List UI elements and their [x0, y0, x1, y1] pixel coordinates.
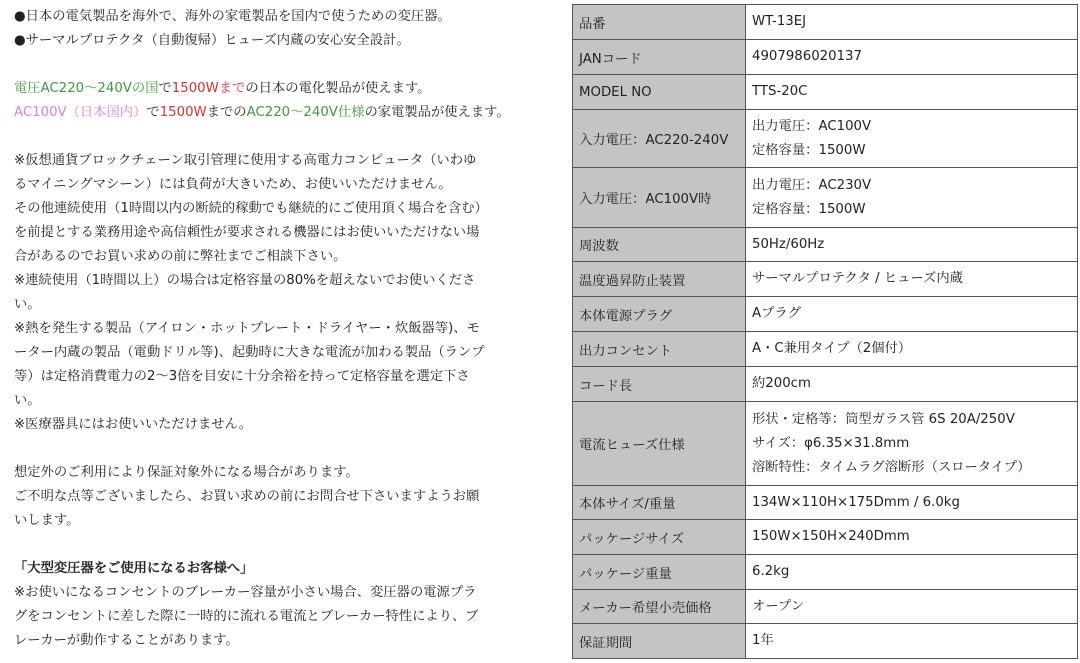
spec-value-line: 50Hz/60Hz [752, 236, 825, 252]
spec-row [573, 75, 1078, 110]
spec-label: 品番 [573, 5, 746, 40]
spec-label: 本体電源プラグ [573, 297, 746, 332]
text-line: 想定外のご利用により保証対象外になる場合があります。 [14, 465, 359, 480]
spec-value [746, 486, 1078, 520]
spec-value-line: 134W×110H×175Dmm / 6.0kg [752, 494, 960, 510]
spec-row [573, 5, 1078, 40]
spec-row [573, 332, 1078, 367]
spec-row [573, 40, 1078, 75]
spec-value-line: 4907986020137 [752, 49, 862, 64]
spec-value-line: TTS-20C [752, 84, 808, 99]
spec-value-line: サーマルプロテクタ / ヒューズ内蔵 [752, 271, 963, 286]
spec-label: 出力コンセント [573, 332, 746, 367]
spec-value [746, 590, 1078, 624]
large-transformer-notes [14, 581, 544, 653]
spec-row [573, 520, 1078, 555]
spec-value [746, 110, 1078, 168]
spec-label: JANコード [573, 40, 746, 75]
text-line: 等）は定格消費電力の2～3倍を目安に十分余裕を持って定格容量を選定下さ [14, 369, 470, 384]
spec-label: メーカー希望小売価格 [573, 590, 746, 624]
spec-value-line: 溶断特性：タイムラグ溶断形（スロータイプ） [752, 459, 1031, 475]
spec-label: 入力電圧：AC100V時 [573, 168, 746, 228]
spec-value [746, 228, 1078, 262]
text-line: い。 [14, 297, 41, 312]
description [14, 5, 544, 653]
spec-row [573, 486, 1078, 520]
spec-label: 本体サイズ/重量 [573, 486, 746, 520]
spec-label: 電流ヒューズ仕様 [573, 402, 746, 486]
caution-notes [14, 149, 544, 437]
spec-label: 入力電圧：AC220-240V [573, 110, 746, 168]
spec-row [573, 110, 1078, 168]
usage-line-abroad [14, 77, 544, 101]
spec-row [573, 555, 1078, 590]
text-line: その他連続使用（1時間以内の断続的稼動でも継続的にご使用頂く場合を含む） [14, 201, 488, 216]
spec-value-line: 定格容量：1500W [752, 201, 866, 217]
text-line: ※連続使用（1時間以上）の場合は定格容量の80%を超えないでお使いくださ [14, 273, 476, 288]
spec-value [746, 40, 1078, 75]
spec-value [746, 168, 1078, 228]
spec-row [573, 590, 1078, 624]
text-line: 合があるのでお買い求めの前に弊社までご相談下さい。 [14, 249, 347, 264]
spec-row [573, 624, 1078, 659]
text: で [158, 81, 172, 96]
spec-value-line: 形状・定格等：筒型ガラス管 6S 20A/250V [752, 411, 1015, 427]
spec-value [746, 262, 1078, 297]
spec-label: パッケージサイズ [573, 520, 746, 555]
spec-value-line: 定格容量：1500W [752, 142, 866, 158]
text-pink: AC100V（日本国内） [14, 105, 147, 120]
text: の日本の電化製品が使えます。 [245, 81, 431, 96]
spec-value [746, 402, 1078, 486]
text-line: レーカーが動作することがあります。 [14, 633, 239, 648]
spec-label: 周波数 [573, 228, 746, 262]
spec-value [746, 624, 1078, 659]
spec-value-line: Aプラグ [752, 306, 801, 321]
spec-value-line: 1年 [752, 633, 774, 648]
text-green: 電圧AC220～240Vの国 [14, 81, 159, 96]
spec-table [572, 4, 1078, 659]
warranty-notes [14, 461, 544, 533]
text-line: い。 [14, 393, 41, 408]
spec-value-line: 出力電圧：AC100V [752, 118, 872, 134]
feature-bullet: ●サーマルプロテクタ（自動復帰）ヒューズ内蔵の安心安全設計。 [14, 33, 410, 48]
text-line: グをコンセントに差した際に一時的に流れる電流とブレーカー特性により、ブ [14, 609, 479, 624]
spec-value-line: サイズ：φ6.35×31.8mm [752, 435, 910, 451]
text-line: ーター内蔵の製品（電動ドリル等)、起動時に大きな電流が加わる製品（ランプ [14, 345, 485, 360]
usage-line-japan [14, 101, 544, 125]
text-line: ※仮想通貨ブロックチェーン取引管理に使用する高電力コンピュータ（いわゆ [14, 153, 477, 168]
spec-label: パッケージ重量 [573, 555, 746, 590]
spec-value [746, 520, 1078, 555]
spec-row [573, 228, 1078, 262]
spec-label: MODEL NO [573, 75, 746, 110]
spec-value [746, 75, 1078, 110]
text: の家電製品が使えます。 [364, 105, 510, 120]
spec-value-line: オープン [752, 598, 804, 614]
spec-value [746, 332, 1078, 367]
large-transformer-heading: 「大型変圧器をご使用になるお客様へ」 [14, 561, 254, 576]
text-green: AC220～240V仕様 [246, 105, 365, 120]
spec-row [573, 262, 1078, 297]
spec-value-line: WT-13EJ [752, 14, 807, 29]
text-line: を前提とする業務用途や高信頼性が要求される機器にはお使いいただけない場 [14, 225, 480, 240]
text-line: ※熱を発生する製品（アイロン・ホットプレート・ドライヤー・炊飯器等)、モ [14, 321, 480, 336]
text-line: ※お使いになるコンセントのブレーカー容量が小さい場合、変圧器の電源プラ [14, 585, 477, 600]
spec-row [573, 168, 1078, 228]
spec-value [746, 297, 1078, 332]
spec-value [746, 367, 1078, 402]
text-line: ご不明な点等ございましたら、お買い求めの前にお問合せ下さいますようお願 [14, 489, 480, 504]
text-red: 1500Wまで [171, 81, 246, 96]
spec-value-line: A・C兼用タイプ（2個付） [752, 341, 912, 356]
feature-bullet: ●日本の電気製品を海外で、海外の家電製品を国内で使うための変圧器。 [14, 9, 451, 24]
text: までの [206, 105, 247, 120]
spec-label: コード長 [573, 367, 746, 402]
text-line: るマイニングマシーン）には負荷が大きいため、お使いいただけません。 [14, 177, 452, 192]
spec-value-line: 約200cm [752, 376, 811, 391]
spec-value-line: 出力電圧：AC230V [752, 177, 872, 193]
spec-row [573, 367, 1078, 402]
spec-value-line: 150W×150H×240Dmm [752, 529, 910, 544]
spec-row [573, 297, 1078, 332]
text: で [146, 105, 160, 120]
spec-row [573, 402, 1078, 486]
spec-value [746, 5, 1078, 40]
spec-label: 保証期間 [573, 624, 746, 659]
spec-label: 温度過昇防止装置 [573, 262, 746, 297]
spec-value [746, 555, 1078, 590]
spec-value-line: 6.2kg [752, 564, 790, 579]
text-line: いします。 [14, 513, 80, 528]
text-line: ※医療器具にはお使いいただけません。 [14, 417, 252, 432]
text-red: 1500W [159, 105, 207, 120]
